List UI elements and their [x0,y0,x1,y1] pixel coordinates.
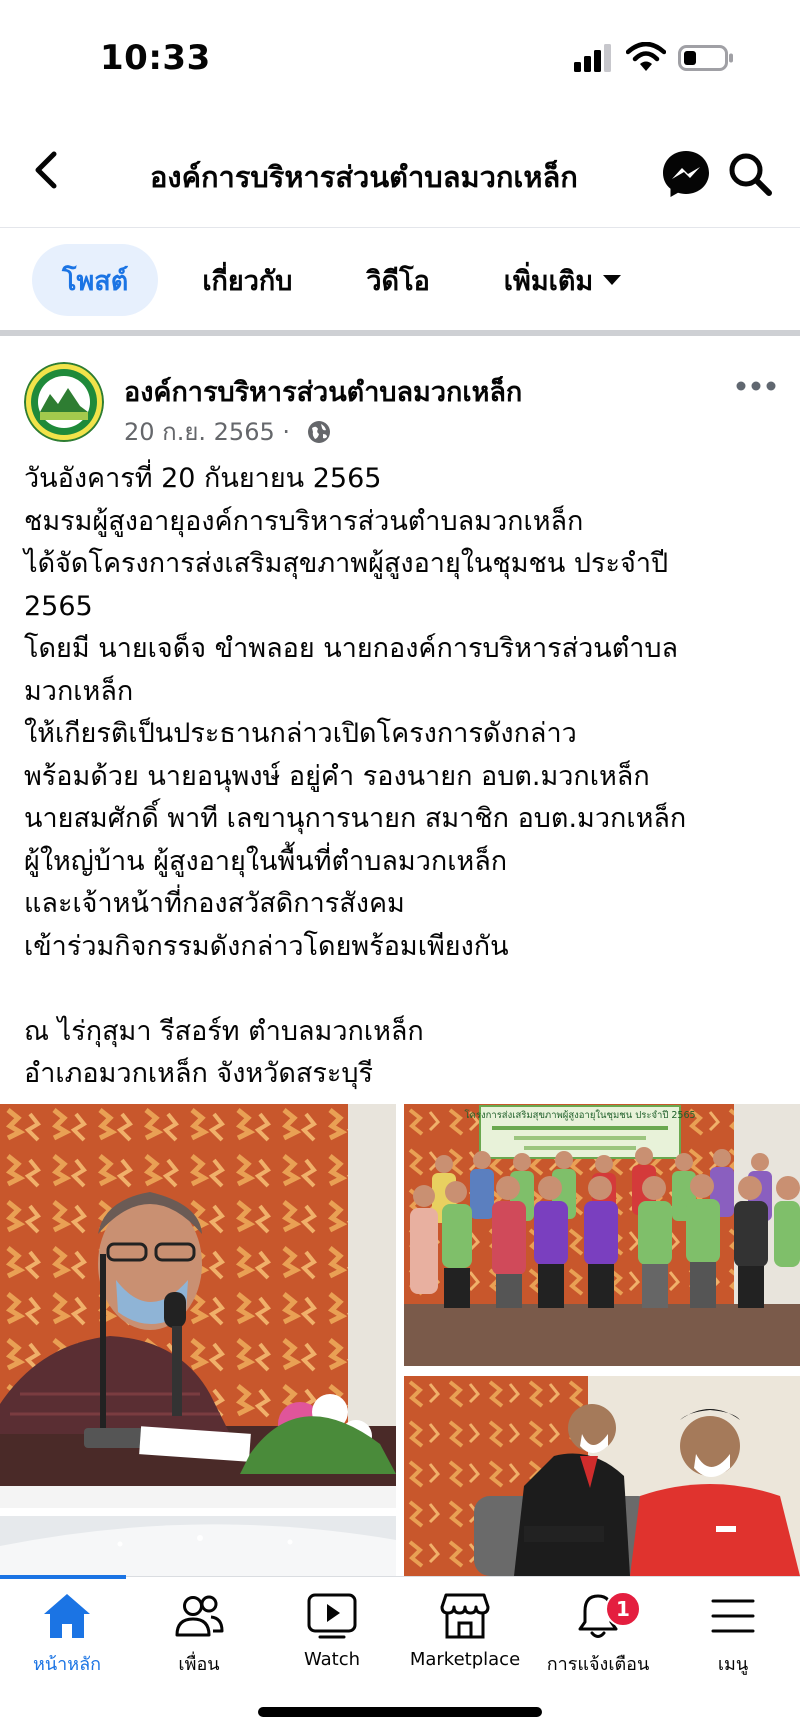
post-date[interactable]: 20 ก.ย. 2565 [124,418,275,446]
wifi-icon [626,42,666,72]
post-line: นายสมศักดิ์ พาที เลขานุการนายก สมาชิก อบต.มวกเหล็ก [24,803,687,834]
post-meta [124,412,332,451]
post-line [24,968,784,1011]
friends-icon [173,1591,225,1641]
notification-badge: 1 [605,1591,641,1627]
more-options-icon[interactable] [734,376,778,396]
home-icon [41,1591,93,1641]
post-line: โดยมี นายเจด็จ ขำพลอย นายกองค์การบริหารส่วนตำบล [24,633,679,664]
post-line: 2565 [24,590,93,622]
page-title: องค์การบริหารส่วนตำบลมวกเหล็ก [150,160,578,194]
nav-notifications[interactable] [531,1591,665,1701]
nav-watch[interactable] [265,1591,399,1701]
status-time: 10:33 [100,38,211,78]
menu-icon [707,1591,759,1641]
bottom-navigation [0,1576,800,1735]
watch-icon [306,1591,358,1641]
post-page-name[interactable]: องค์การบริหารส่วนตำบลมวกเหล็ก [124,377,523,408]
tab-posts[interactable] [32,244,158,316]
page-tabs [0,228,800,332]
nav-active-indicator [0,1575,126,1579]
page-header [0,110,800,228]
post-line: ได้จัดโครงการส่งเสริมสุขภาพผู้สูงอายุในชุมชน ประจำปี [24,548,669,579]
nav-menu[interactable] [666,1591,800,1701]
post-line: ณ ไร่กุสุมา รีสอร์ท ตำบลมวกเหล็ก [24,1015,424,1047]
messenger-icon[interactable] [660,148,712,200]
post-line: ให้เกียรติเป็นประธานกล่าวเปิดโครงการดังกล่าว [24,718,577,749]
nav-menu-label: เมนู [717,1654,749,1675]
tab-about[interactable] [172,244,322,316]
post-line: วันอังคารที่ 20 กันยายน 2565 [24,463,382,494]
meta-separator: · [274,417,298,446]
post-header [0,336,800,446]
tab-more[interactable] [474,244,651,316]
tab-more-label: เพิ่มเติม [503,265,594,297]
tab-about-label: เกี่ยวกับ [202,265,293,297]
post-line: มวกเหล็ก [24,675,134,707]
nav-friends-label: เพื่อน [178,1654,220,1675]
tab-videos[interactable] [336,244,459,316]
search-icon[interactable] [726,150,774,198]
photo-room[interactable] [0,1516,396,1576]
page-avatar[interactable] [24,362,104,442]
nav-watch-label: Watch [303,1649,361,1670]
post-line: อำเภอมวกเหล็ก จังหวัดสระบุรี [24,1058,374,1089]
nav-home-label: หน้าหลัก [32,1654,102,1675]
post-photos [0,1104,800,1576]
marketplace-icon [439,1591,491,1641]
nav-notifications-label: การแจ้งเตือน [546,1654,650,1675]
post-line: พร้อมด้วย นายอนุพงษ์ อยู่คำ รองนายก อบต.มวกเหล็ก [24,760,650,792]
cellular-signal-icon [574,44,614,72]
photo-group[interactable] [404,1104,800,1366]
caret-down-icon [603,275,621,285]
tab-posts-label: โพสต์ [62,265,129,297]
nav-marketplace[interactable] [398,1591,532,1701]
post-line: และเจ้าหน้าที่กองสวัสดิการสังคม [24,888,405,919]
photo-officials[interactable] [404,1376,800,1576]
tab-videos-label: วิดีโอ [366,265,430,297]
post-line: ชมรมผู้สูงอายุองค์การบริหารส่วนตำบลมวกเหล็ก [24,505,584,537]
home-indicator [258,1707,542,1717]
status-bar [0,0,800,110]
post-text [24,458,784,1096]
photo-speaker[interactable] [0,1104,396,1508]
nav-friends[interactable] [132,1591,266,1701]
globe-icon [306,419,332,445]
post-line: ผู้ใหญ่บ้าน ผู้สูงอายุในพื้นที่ตำบลมวกเหล็ก [24,845,508,877]
banner-text: โครงการส่งเสริมสุขภาพผู้สูงอายุในชุมชน ประจำปี 2565 [464,1110,696,1121]
post-line: เข้าร่วมกิจกรรมดังกล่าวโดยพร้อมเพียงกัน [24,930,509,962]
battery-icon [678,45,734,71]
nav-home[interactable] [0,1591,134,1701]
back-arrow-icon[interactable] [28,148,68,192]
nav-marketplace-label: Marketplace [409,1649,521,1670]
